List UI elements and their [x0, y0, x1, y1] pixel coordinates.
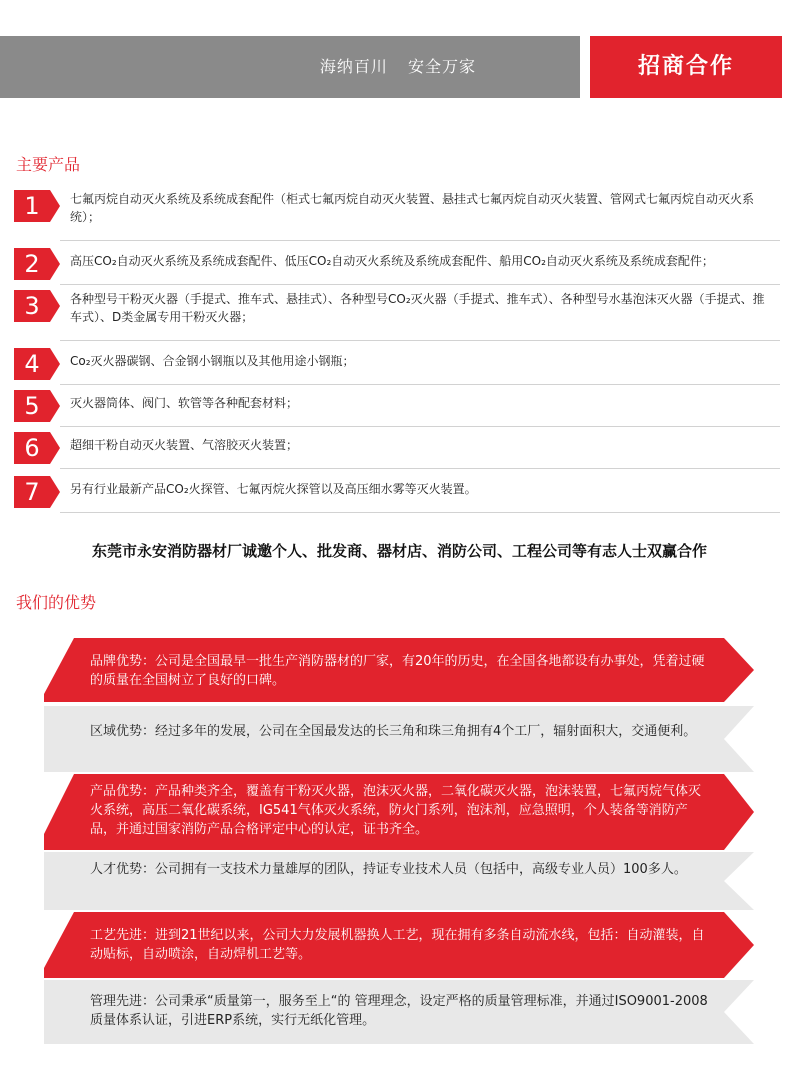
advantage-label: 管理先进： — [90, 994, 156, 1009]
advantage-body: 经过多年的发展，公司在全国最发达的长三角和珠三角拥有4个工厂，辐射面积大，交通便利。 — [155, 724, 697, 739]
cta-button[interactable]: 招商合作 — [590, 36, 782, 98]
divider — [60, 426, 780, 427]
product-number-badge: 6 — [14, 432, 50, 464]
product-number-badge: 4 — [14, 348, 50, 380]
advantage-label: 人才优势： — [90, 862, 156, 877]
header-slogan: 海纳百川 安全万家 — [319, 57, 476, 76]
product-text: Co₂灭火器碳钢、合金钢小钢瓶以及其他用途小钢瓶； — [70, 354, 355, 368]
product-text: 灭火器筒体、阀门、软管等各种配套材料； — [70, 396, 299, 410]
product-item-4 — [14, 348, 780, 382]
product-text: 七氟丙烷自动灭火系统及系统成套配件（柜式七氟丙烷自动灭火装置、悬挂式七氟丙烷自动灭火装置、管网式七氟丙烷自动灭火系统）； — [70, 192, 755, 224]
divider — [60, 512, 780, 513]
advantage-label: 品牌优势： — [90, 654, 156, 669]
advantage-text — [90, 722, 708, 741]
product-item-7 — [14, 476, 780, 510]
product-item-5 — [14, 390, 780, 424]
divider — [60, 284, 780, 285]
advantage-body: 公司拥有一支技术力量雄厚的团队，持证专业技术人员（包括中，高级专业人员）100多人。 — [155, 862, 687, 877]
advantage-body: 公司秉承“质量第一，服务至上“的 管理理念，设定严格的质量管理标准，并通过ISO9001-2008质量体系认证，引进ERP系统，实行无纸化管理。 — [90, 994, 708, 1028]
product-text: 另有行业最新产品CO₂火探管、七氟丙烷火探管以及高压细水雾等灭火装置。 — [70, 482, 477, 496]
product-number-badge: 5 — [14, 390, 50, 422]
divider — [60, 468, 780, 469]
product-number-badge: 3 — [14, 290, 50, 322]
invitation-text: 东莞市永安消防器材厂诚邀个人、批发商、器材店、消防公司、工程公司等有志人士双赢合作 — [91, 542, 707, 560]
product-number-badge: 1 — [14, 190, 50, 222]
product-text: 高压CO₂自动灭火系统及系统成套配件、低压CO₂自动灭火系统及系统成套配件、船用CO₂自动灭火系统及系统成套配件； — [70, 254, 714, 268]
advantage-band-craft — [44, 912, 754, 978]
advantage-text — [90, 926, 708, 964]
advantage-body: 产品种类齐全，覆盖有干粉灭火器，泡沫灭火器，二氧化碳灭火器，泡沫装置，七氟丙烷气体灭火系统，高压二氧化碳系统，IG541气体灭火系统，防火门系列，泡沫剂，应急照明，个人装备等消防产品，并通过国家消防产品合格评定中心的认定，证书齐全。 — [90, 784, 702, 837]
divider — [60, 340, 780, 341]
advantages-title: 我们的优势 — [16, 593, 97, 612]
advantage-band-region — [44, 706, 754, 772]
advantage-label: 工艺先进： — [90, 928, 156, 943]
product-number-badge: 7 — [14, 476, 50, 508]
advantage-body: 进到21世纪以来，公司大力发展机器换人工艺，现在拥有多条自动流水线，包括：自动灌装，自动贴标，自动喷涂，自动焊机工艺等。 — [90, 928, 705, 962]
products-title: 主要产品 — [16, 155, 81, 174]
advantage-text — [90, 992, 708, 1030]
advantage-label: 产品优势： — [90, 784, 156, 799]
advantage-band-product — [44, 774, 754, 850]
product-item-2 — [14, 248, 780, 282]
product-number-badge: 2 — [14, 248, 50, 280]
advantage-label: 区域优势： — [90, 724, 156, 739]
advantage-text — [90, 782, 708, 839]
product-text: 超细干粉自动灭火装置、气溶胶灭火装置； — [70, 438, 299, 452]
product-item-3 — [14, 290, 780, 334]
product-item-6 — [14, 432, 780, 466]
advantage-band-management — [44, 980, 754, 1044]
product-text: 各种型号干粉灭火器（手提式、推车式、悬挂式）、各种型号CO₂灭火器（手提式、推车式）、各种型号水基泡沫灭火器（手提式、推车式）、D类金属专用干粉灭火器； — [70, 292, 765, 324]
product-item-1 — [14, 190, 780, 234]
divider — [60, 240, 780, 241]
advantage-body: 公司是全国最早一批生产消防器材的厂家，有20年的历史，在全国各地都设有办事处，凭着过硬的质量在全国树立了良好的口碑。 — [90, 654, 705, 688]
divider — [60, 384, 780, 385]
advantage-band-brand — [44, 638, 754, 702]
advantage-text — [90, 652, 708, 690]
advantage-text — [90, 860, 708, 879]
advantage-band-talent — [44, 852, 754, 910]
